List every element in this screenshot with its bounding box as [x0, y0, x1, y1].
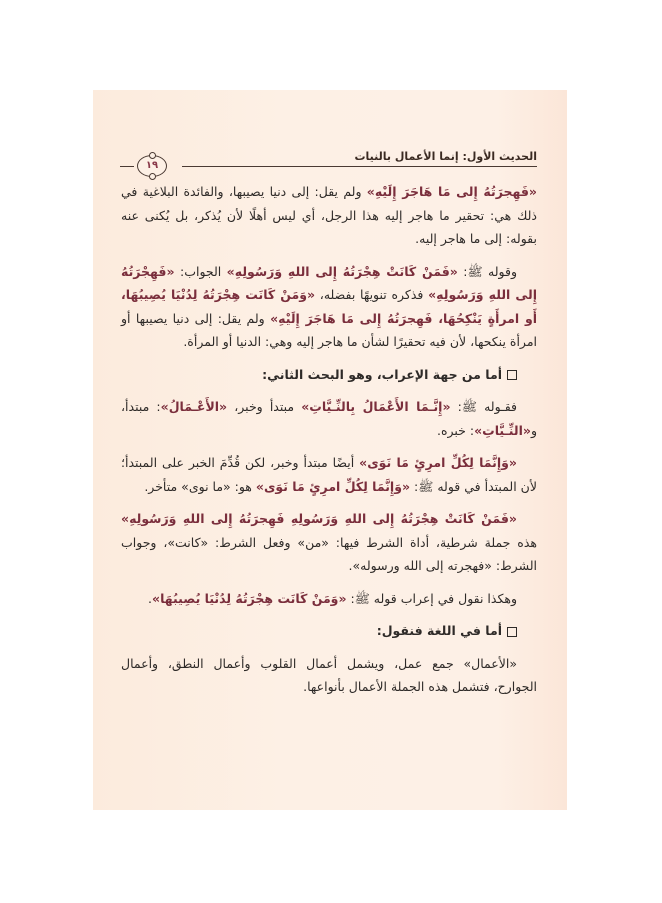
hadith-quote: «فَهِجرَتُهُ إِلى مَا هَاجَرَ إِلَيْهِ»	[366, 184, 537, 199]
hadith-quote: «وَمَنْ كَانَت هِجْرَتُهُ لِدُنْيَا يُصِيبُهَا»	[152, 590, 347, 606]
commentary-text: فقـوله ﷺ:	[450, 399, 517, 414]
square-outline-icon	[507, 370, 517, 380]
paragraph-4	[121, 451, 537, 498]
section-heading-text: أما من جهة الإعراب، وهو البحث الثاني:	[262, 366, 502, 382]
hadith-quote: «النِّـيَّاتِ»	[474, 422, 531, 438]
commentary-text: مبتدأ وخبر،	[227, 399, 302, 414]
section-heading-lugha	[121, 619, 537, 643]
commentary-text: .	[148, 590, 153, 606]
header-rule	[182, 166, 537, 167]
header-dash	[120, 166, 134, 167]
paragraph-5	[121, 507, 537, 578]
hadith-quote: «وَمَنْ كَانَت هِجْرَتُهُ لِدُنْيَا يُصِيبُهَا، أَو امرأَةٍ يَنْكِحُهَا، فَهِجرَتُهُ إِلى مَا هَاجَرَ إِلَيْهِ»	[121, 287, 537, 326]
commentary-text: ولم يقل: إلى دنيا يصيبها أو امرأة ينكحها، لأن فيه تحقيرًا لشأن ما هاجر إليه وهي: الدنيا أو المرأة.	[121, 310, 537, 349]
hadith-quote: «فَمَنْ كَانَتْ هِجْرَتُهُ إِلى اللهِ وَرَسُولِهِ»	[226, 263, 458, 279]
hadith-quote: «وَإِنَّمَا لِكُلِّ امرِئٍ مَا نَوَى»	[255, 478, 411, 494]
paragraph-1	[121, 180, 537, 251]
hadith-quote: «فَهِجْرَتُهُ إِلى اللهِ وَرَسُولِهِ»	[121, 263, 537, 302]
commentary-text: هذه جملة شرطية، أداة الشرط فيها: «من» وفعل الشرط: «كانت»، وجواب الشرط: «فهجرته إلى الله ورسوله».	[121, 534, 537, 573]
paragraph-3	[121, 395, 537, 442]
paragraph-6	[121, 587, 537, 611]
page-number: ١٩	[137, 155, 167, 177]
running-header	[120, 148, 537, 172]
commentary-text: وقوله ﷺ:	[457, 263, 517, 279]
hadith-quote: «إِنَّـمَا الأَعْمَالُ بِالنِّـيَّاتِ»	[301, 399, 451, 414]
section-heading-text: أما في اللغة فنقول:	[376, 623, 502, 638]
section-heading-irab	[121, 363, 537, 387]
commentary-text: : خبره.	[436, 422, 475, 438]
hadith-quote: «فَمَنْ كَانَتْ هِجْرَتُهُ إِلى اللهِ وَرَسُولِهِ فَهِجرَتُهُ إِلى اللهِ وَرَسُولِهِ»	[121, 511, 517, 526]
commentary-text: وهكذا نقول في إعراب قوله ﷺ:	[346, 590, 517, 606]
commentary-text: أيضًا مبتدأ وخبر، لكن قُدِّمَ الخبر على المبتدأ؛ لأن المبتدأ في قوله ﷺ:	[121, 455, 537, 494]
hadith-quote: «وَإِنَّمَا لِكُلِّ امرِئٍ مَا نَوَى»	[359, 455, 517, 470]
commentary-text: فذكره تنويهًا بفضله،	[315, 287, 429, 302]
commentary-text: هو: «ما نوى» متأخر.	[144, 478, 256, 494]
square-outline-icon	[507, 627, 517, 637]
book-page	[93, 90, 567, 810]
commentary-text: : مبتدأ، و	[121, 399, 537, 438]
body-text	[121, 180, 537, 708]
commentary-text: الجواب:	[174, 263, 227, 279]
paragraph-7	[121, 652, 537, 699]
commentary-text: ولم يقل: إلى دنيا يصيبها، والفائدة البلاغية في ذلك هي: تحقير ما هاجر إليه هذا الرجل، أي ليس أهلًا لأن يُذكر، بل يُكنى عنه بقوله: إلى ما هاجر إليه.	[121, 184, 537, 246]
hadith-quote: «الأَعْـمَالُ»	[160, 399, 228, 414]
chapter-title: الحديث الأول: إنما الأعمال بالنيات	[354, 150, 537, 163]
paragraph-2	[121, 260, 537, 354]
commentary-text: «الأعمال» جمع عمل، ويشمل أعمال القلوب وأعمال النطق، وأعمال الجوارح، فتشمل هذه الجملة الأعمال بأنواعها.	[121, 655, 537, 694]
